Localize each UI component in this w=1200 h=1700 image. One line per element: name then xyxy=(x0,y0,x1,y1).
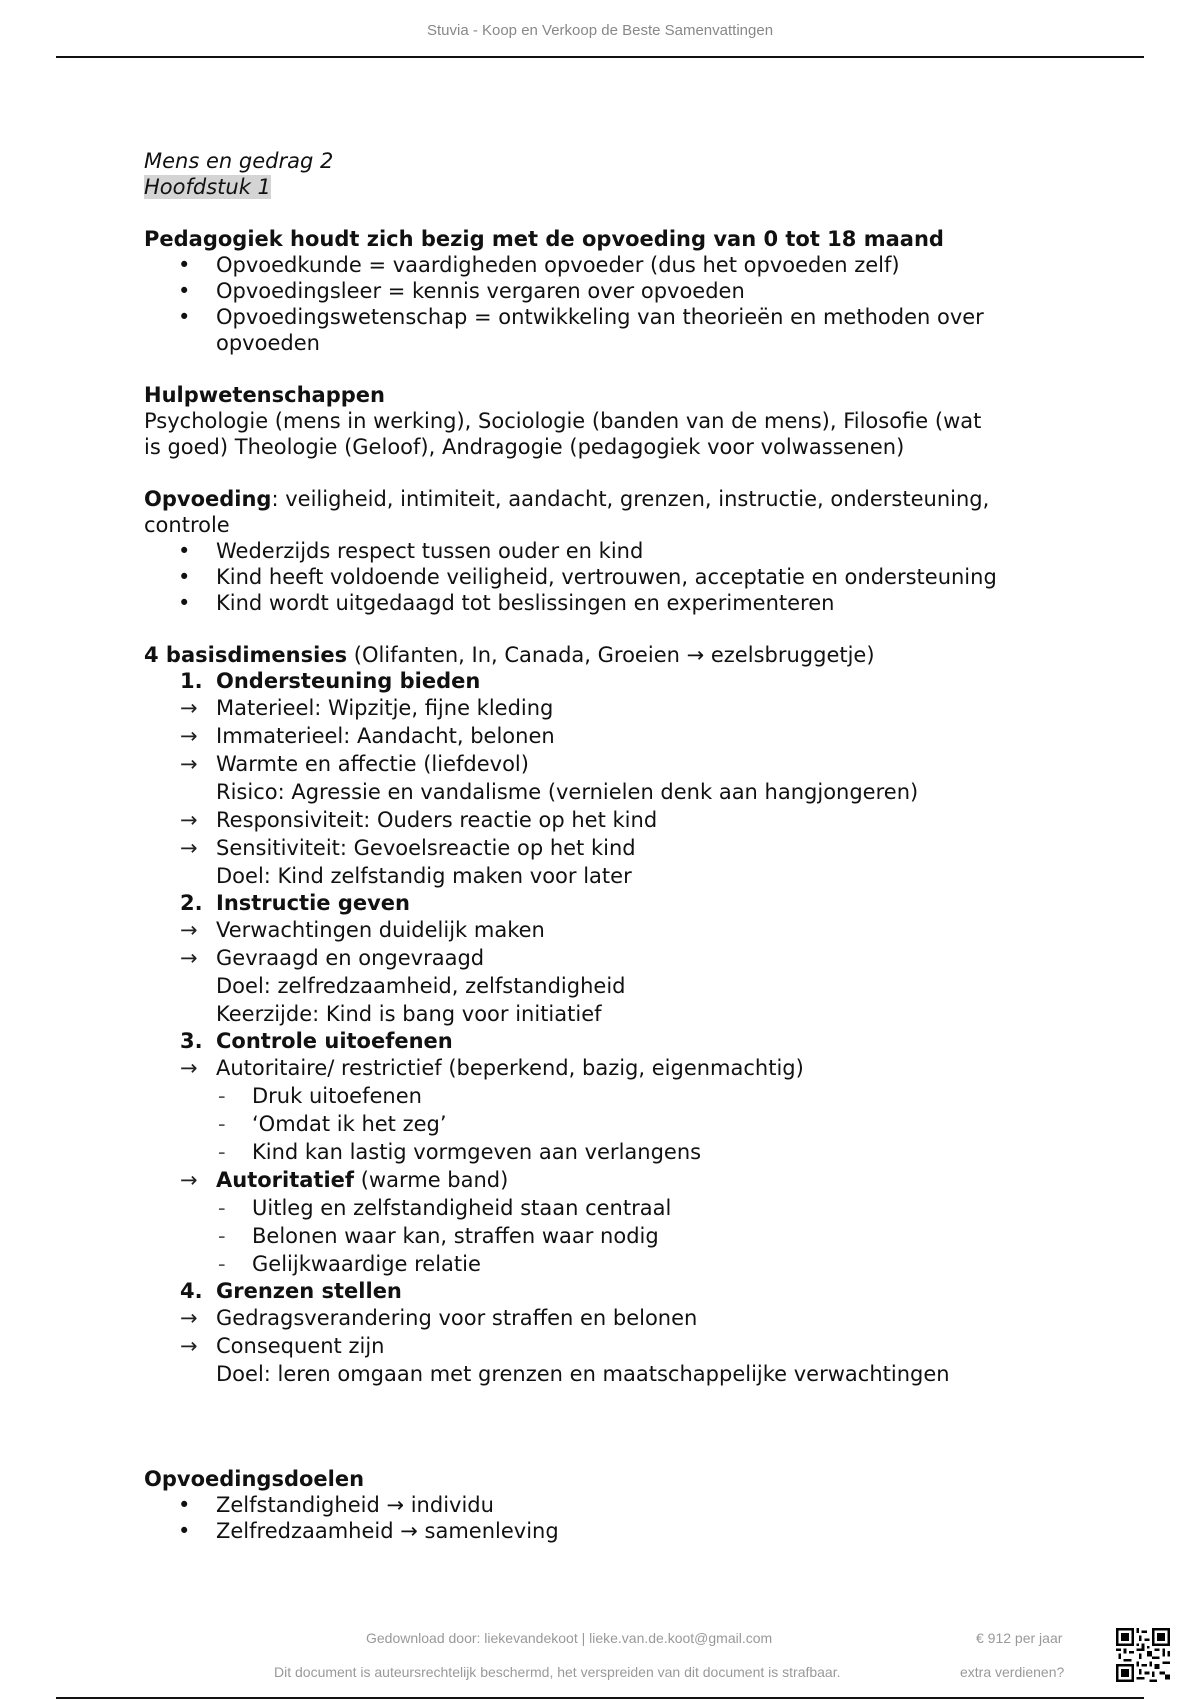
note-text: Doel: zelfredzaamheid, zelfstandigheid xyxy=(216,974,626,998)
document-body xyxy=(144,148,1084,1544)
site-header-title: Stuvia - Koop en Verkoop de Beste Samenvattingen xyxy=(426,22,774,39)
arrow-item: → Warmte en affectie (liefdevol) xyxy=(144,750,1084,778)
list-item: • Wederzijds respect tussen ouder en kind xyxy=(144,538,1084,564)
note-text: Risico: Agressie en vandalisme (vernielen denk aan hangjongeren) xyxy=(216,780,919,804)
download-info: Gedownload door: liekevandekoot | lieke.van.de.koot@gmail.com xyxy=(366,1630,773,1646)
earn-amount[interactable]: € 912 per jaar xyxy=(976,1630,1063,1646)
opvoeding-text-line1: : veiligheid, intimiteit, aandacht, grenzen, instructie, ondersteuning, xyxy=(271,487,990,511)
list-item: • Opvoedingsleer = kennis vergaren over opvoeden xyxy=(144,278,1084,304)
arrow-item: → Immaterieel: Aandacht, belonen xyxy=(144,722,1084,750)
arrow-item: → Consequent zijn xyxy=(144,1332,1084,1360)
arrow-item: → Responsiviteit: Ouders reactie op het kind xyxy=(144,806,1084,834)
footer-divider xyxy=(56,1697,1144,1699)
arrow-item: → Sensitiviteit: Gevoelsreactie op het kind xyxy=(144,834,1084,862)
opvoedingsdoelen-heading: Opvoedingsdoelen xyxy=(144,1467,365,1491)
opvoeding-heading: Opvoeding xyxy=(144,487,272,511)
basisdimensies-subtext: (Olifanten, In, Canada, Groeien → ezelsbruggetje) xyxy=(347,643,875,667)
header-divider xyxy=(56,56,1144,58)
arrow-item: → Materieel: Wipzitje, fijne kleding xyxy=(144,694,1084,722)
hulpwetenschappen-text-line2: is goed) Theologie (Geloof), Andragogie (pedagogiek voor volwassenen) xyxy=(144,435,905,459)
dimension-number: 4. xyxy=(180,1279,203,1303)
arrow-item: → Gevraagd en ongevraagd xyxy=(144,944,1084,972)
dimension-4-title: 4. Grenzen stellen xyxy=(180,1279,402,1303)
arrow-item: → Autoritatief (warme band) xyxy=(144,1166,1084,1194)
arrow-item: → Gedragsverandering voor straffen en belonen xyxy=(144,1304,1084,1332)
document-title: Mens en gedrag 2 xyxy=(144,149,334,173)
copyright-notice: Dit document is auteursrechtelijk beschermd, het verspreiden van dit document is strafbaar. xyxy=(274,1664,841,1680)
list-item: • Opvoedingswetenschap = ontwikkeling van theorieën en methoden over opvoeden xyxy=(144,304,1084,356)
opvoeding-text-line2: controle xyxy=(144,513,230,537)
autoritatief-label: Autoritatief xyxy=(216,1168,355,1192)
dash-item: - Belonen waar kan, straffen waar nodig xyxy=(144,1222,1084,1250)
dimension-2-title: 2. Instructie geven xyxy=(180,891,411,915)
list-item: • Opvoedkunde = vaardigheden opvoeder (dus het opvoeden zelf) xyxy=(144,252,1084,278)
note-text: Doel: Kind zelfstandig maken voor later xyxy=(216,864,632,888)
dimension-number: 3. xyxy=(180,1029,203,1053)
dash-item: - ‘Omdat ik het zeg’ xyxy=(144,1110,1084,1138)
arrow-item: → Verwachtingen duidelijk maken xyxy=(144,916,1084,944)
dash-item: - Druk uitoefenen xyxy=(144,1082,1084,1110)
note-text: Keerzijde: Kind is bang voor initiatief xyxy=(216,1002,602,1026)
qr-code-icon[interactable] xyxy=(1116,1628,1170,1682)
note-text: Doel: leren omgaan met grenzen en maatschappelijke verwachtingen xyxy=(216,1362,950,1386)
chapter-title: Hoofdstuk 1 xyxy=(144,175,271,199)
basisdimensies-heading: 4 basisdimensies xyxy=(144,643,348,667)
hulpwetenschappen-heading: Hulpwetenschappen xyxy=(144,383,385,407)
dash-item: - Kind kan lastig vormgeven aan verlangens xyxy=(144,1138,1084,1166)
list-item: • Zelfredzaamheid → samenleving xyxy=(144,1518,1084,1544)
dimension-number: 2. xyxy=(180,891,203,915)
pedagogiek-heading: Pedagogiek houdt zich bezig met de opvoeding van 0 tot 18 maand xyxy=(144,227,944,251)
dash-item: - Gelijkwaardige relatie xyxy=(144,1250,1084,1278)
dimension-number: 1. xyxy=(180,669,203,693)
dash-item: - Uitleg en zelfstandigheid staan centraal xyxy=(144,1194,1084,1222)
dimension-1-title: 1. Ondersteuning bieden xyxy=(180,669,481,693)
list-item: • Kind heeft voldoende veiligheid, vertrouwen, acceptatie en ondersteuning xyxy=(144,564,1084,590)
dimension-3-title: 3. Controle uitoefenen xyxy=(180,1029,453,1053)
list-item: • Zelfstandigheid → individu xyxy=(144,1492,1084,1518)
arrow-item: → Autoritaire/ restrictief (beperkend, bazig, eigenmachtig) xyxy=(144,1054,1084,1082)
hulpwetenschappen-text-line1: Psychologie (mens in werking), Sociologie (banden van de mens), Filosofie (wat xyxy=(144,409,982,433)
earn-cta[interactable]: extra verdienen? xyxy=(960,1664,1065,1680)
list-item: • Kind wordt uitgedaagd tot beslissingen en experimenteren xyxy=(144,590,1084,616)
